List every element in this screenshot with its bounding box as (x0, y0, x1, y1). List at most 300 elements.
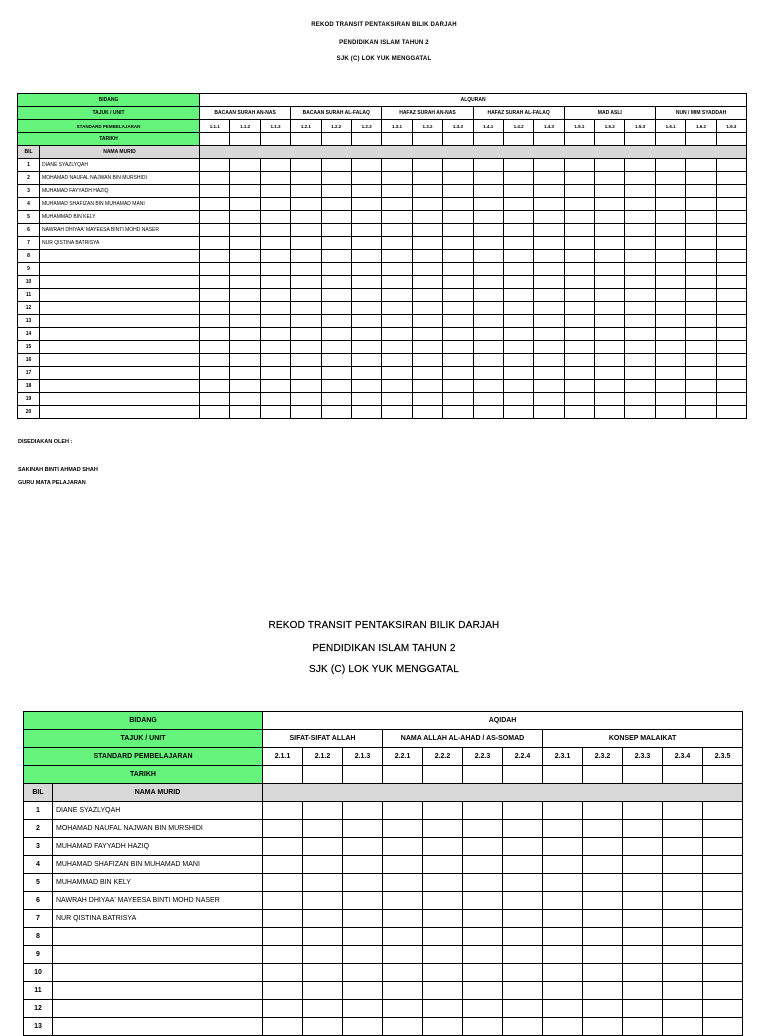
score-cell[interactable] (503, 820, 543, 838)
date-cell[interactable] (583, 766, 623, 784)
score-cell[interactable] (503, 856, 543, 874)
score-cell[interactable] (443, 276, 473, 289)
score-cell[interactable] (412, 406, 442, 419)
score-cell[interactable] (443, 367, 473, 380)
score-cell[interactable] (343, 820, 383, 838)
score-cell[interactable] (260, 289, 290, 302)
score-cell[interactable] (200, 341, 230, 354)
score-cell[interactable] (473, 354, 503, 367)
date-cell[interactable] (716, 133, 747, 146)
score-cell[interactable] (503, 198, 533, 211)
score-cell[interactable] (663, 1018, 703, 1036)
score-cell[interactable] (543, 1018, 583, 1036)
score-cell[interactable] (716, 289, 747, 302)
score-cell[interactable] (200, 354, 230, 367)
score-cell[interactable] (200, 367, 230, 380)
score-cell[interactable] (200, 185, 230, 198)
score-cell[interactable] (351, 263, 381, 276)
score-cell[interactable] (291, 406, 321, 419)
score-cell[interactable] (686, 185, 716, 198)
score-cell[interactable] (564, 328, 594, 341)
score-cell[interactable] (663, 892, 703, 910)
score-cell[interactable] (321, 354, 351, 367)
score-cell[interactable] (663, 982, 703, 1000)
score-cell[interactable] (291, 159, 321, 172)
score-cell[interactable] (263, 946, 303, 964)
score-cell[interactable] (503, 328, 533, 341)
score-cell[interactable] (655, 315, 685, 328)
date-cell[interactable] (503, 766, 543, 784)
score-cell[interactable] (382, 341, 412, 354)
date-cell[interactable] (303, 766, 343, 784)
score-cell[interactable] (200, 263, 230, 276)
score-cell[interactable] (351, 198, 381, 211)
score-cell[interactable] (423, 910, 463, 928)
score-cell[interactable] (303, 928, 343, 946)
score-cell[interactable] (321, 159, 351, 172)
score-cell[interactable] (260, 224, 290, 237)
score-cell[interactable] (625, 250, 655, 263)
score-cell[interactable] (351, 380, 381, 393)
score-cell[interactable] (382, 263, 412, 276)
score-cell[interactable] (382, 211, 412, 224)
score-cell[interactable] (534, 224, 564, 237)
score-cell[interactable] (382, 159, 412, 172)
score-cell[interactable] (303, 946, 343, 964)
score-cell[interactable] (543, 838, 583, 856)
score-cell[interactable] (583, 964, 623, 982)
score-cell[interactable] (473, 263, 503, 276)
score-cell[interactable] (595, 159, 625, 172)
score-cell[interactable] (351, 159, 381, 172)
score-cell[interactable] (291, 380, 321, 393)
score-cell[interactable] (260, 250, 290, 263)
score-cell[interactable] (564, 341, 594, 354)
date-cell[interactable] (503, 133, 533, 146)
score-cell[interactable] (351, 289, 381, 302)
score-cell[interactable] (303, 802, 343, 820)
score-cell[interactable] (595, 198, 625, 211)
score-cell[interactable] (263, 892, 303, 910)
score-cell[interactable] (321, 185, 351, 198)
score-cell[interactable] (463, 820, 503, 838)
score-cell[interactable] (625, 328, 655, 341)
score-cell[interactable] (625, 211, 655, 224)
score-cell[interactable] (443, 289, 473, 302)
score-cell[interactable] (343, 838, 383, 856)
score-cell[interactable] (503, 946, 543, 964)
score-cell[interactable] (412, 341, 442, 354)
score-cell[interactable] (382, 406, 412, 419)
score-cell[interactable] (463, 802, 503, 820)
score-cell[interactable] (663, 874, 703, 892)
score-cell[interactable] (595, 315, 625, 328)
score-cell[interactable] (382, 289, 412, 302)
score-cell[interactable] (230, 315, 260, 328)
date-cell[interactable] (473, 133, 503, 146)
score-cell[interactable] (303, 910, 343, 928)
score-cell[interactable] (321, 302, 351, 315)
score-cell[interactable] (200, 276, 230, 289)
date-cell[interactable] (623, 766, 663, 784)
score-cell[interactable] (686, 159, 716, 172)
score-cell[interactable] (534, 289, 564, 302)
score-cell[interactable] (655, 380, 685, 393)
score-cell[interactable] (625, 393, 655, 406)
score-cell[interactable] (655, 341, 685, 354)
score-cell[interactable] (291, 328, 321, 341)
score-cell[interactable] (686, 315, 716, 328)
score-cell[interactable] (260, 315, 290, 328)
score-cell[interactable] (351, 315, 381, 328)
score-cell[interactable] (291, 367, 321, 380)
score-cell[interactable] (463, 856, 503, 874)
score-cell[interactable] (655, 289, 685, 302)
score-cell[interactable] (463, 982, 503, 1000)
score-cell[interactable] (260, 172, 290, 185)
score-cell[interactable] (343, 946, 383, 964)
score-cell[interactable] (583, 982, 623, 1000)
score-cell[interactable] (263, 1000, 303, 1018)
score-cell[interactable] (564, 237, 594, 250)
score-cell[interactable] (423, 892, 463, 910)
score-cell[interactable] (663, 946, 703, 964)
score-cell[interactable] (260, 393, 290, 406)
date-cell[interactable] (463, 766, 503, 784)
score-cell[interactable] (655, 367, 685, 380)
score-cell[interactable] (503, 874, 543, 892)
score-cell[interactable] (382, 198, 412, 211)
score-cell[interactable] (625, 159, 655, 172)
score-cell[interactable] (564, 159, 594, 172)
score-cell[interactable] (625, 198, 655, 211)
score-cell[interactable] (564, 250, 594, 263)
score-cell[interactable] (473, 159, 503, 172)
score-cell[interactable] (321, 341, 351, 354)
score-cell[interactable] (703, 874, 743, 892)
date-cell[interactable] (343, 766, 383, 784)
score-cell[interactable] (686, 211, 716, 224)
score-cell[interactable] (543, 802, 583, 820)
score-cell[interactable] (543, 856, 583, 874)
score-cell[interactable] (703, 892, 743, 910)
score-cell[interactable] (686, 380, 716, 393)
score-cell[interactable] (623, 964, 663, 982)
score-cell[interactable] (655, 263, 685, 276)
score-cell[interactable] (200, 302, 230, 315)
score-cell[interactable] (321, 289, 351, 302)
score-cell[interactable] (716, 406, 747, 419)
score-cell[interactable] (303, 892, 343, 910)
score-cell[interactable] (623, 856, 663, 874)
score-cell[interactable] (503, 315, 533, 328)
score-cell[interactable] (716, 185, 747, 198)
score-cell[interactable] (382, 367, 412, 380)
score-cell[interactable] (412, 263, 442, 276)
score-cell[interactable] (503, 1018, 543, 1036)
score-cell[interactable] (703, 946, 743, 964)
score-cell[interactable] (716, 159, 747, 172)
score-cell[interactable] (321, 198, 351, 211)
score-cell[interactable] (503, 185, 533, 198)
score-cell[interactable] (423, 964, 463, 982)
score-cell[interactable] (383, 910, 423, 928)
score-cell[interactable] (230, 172, 260, 185)
score-cell[interactable] (595, 276, 625, 289)
score-cell[interactable] (351, 250, 381, 263)
score-cell[interactable] (291, 224, 321, 237)
score-cell[interactable] (473, 341, 503, 354)
score-cell[interactable] (655, 224, 685, 237)
score-cell[interactable] (583, 874, 623, 892)
score-cell[interactable] (321, 237, 351, 250)
score-cell[interactable] (443, 328, 473, 341)
score-cell[interactable] (595, 224, 625, 237)
score-cell[interactable] (534, 354, 564, 367)
score-cell[interactable] (663, 838, 703, 856)
score-cell[interactable] (543, 910, 583, 928)
score-cell[interactable] (321, 393, 351, 406)
score-cell[interactable] (443, 185, 473, 198)
score-cell[interactable] (663, 928, 703, 946)
score-cell[interactable] (443, 237, 473, 250)
score-cell[interactable] (503, 892, 543, 910)
score-cell[interactable] (595, 354, 625, 367)
score-cell[interactable] (716, 211, 747, 224)
score-cell[interactable] (463, 892, 503, 910)
score-cell[interactable] (321, 276, 351, 289)
score-cell[interactable] (260, 263, 290, 276)
score-cell[interactable] (543, 1000, 583, 1018)
score-cell[interactable] (543, 946, 583, 964)
score-cell[interactable] (473, 224, 503, 237)
score-cell[interactable] (534, 159, 564, 172)
score-cell[interactable] (473, 302, 503, 315)
score-cell[interactable] (423, 802, 463, 820)
score-cell[interactable] (351, 224, 381, 237)
score-cell[interactable] (623, 982, 663, 1000)
score-cell[interactable] (473, 328, 503, 341)
score-cell[interactable] (503, 211, 533, 224)
score-cell[interactable] (663, 856, 703, 874)
score-cell[interactable] (260, 406, 290, 419)
score-cell[interactable] (383, 892, 423, 910)
score-cell[interactable] (595, 263, 625, 276)
score-cell[interactable] (383, 946, 423, 964)
score-cell[interactable] (663, 820, 703, 838)
score-cell[interactable] (564, 224, 594, 237)
score-cell[interactable] (463, 910, 503, 928)
score-cell[interactable] (260, 302, 290, 315)
score-cell[interactable] (200, 328, 230, 341)
score-cell[interactable] (291, 393, 321, 406)
score-cell[interactable] (351, 367, 381, 380)
score-cell[interactable] (423, 946, 463, 964)
score-cell[interactable] (260, 367, 290, 380)
score-cell[interactable] (564, 185, 594, 198)
score-cell[interactable] (473, 289, 503, 302)
score-cell[interactable] (291, 172, 321, 185)
score-cell[interactable] (321, 315, 351, 328)
score-cell[interactable] (443, 211, 473, 224)
score-cell[interactable] (230, 367, 260, 380)
score-cell[interactable] (321, 250, 351, 263)
score-cell[interactable] (686, 328, 716, 341)
score-cell[interactable] (383, 820, 423, 838)
score-cell[interactable] (473, 211, 503, 224)
date-cell[interactable] (543, 766, 583, 784)
score-cell[interactable] (291, 198, 321, 211)
score-cell[interactable] (703, 820, 743, 838)
score-cell[interactable] (200, 380, 230, 393)
score-cell[interactable] (291, 211, 321, 224)
score-cell[interactable] (655, 302, 685, 315)
score-cell[interactable] (230, 380, 260, 393)
score-cell[interactable] (595, 185, 625, 198)
score-cell[interactable] (595, 302, 625, 315)
score-cell[interactable] (412, 172, 442, 185)
score-cell[interactable] (473, 406, 503, 419)
score-cell[interactable] (263, 838, 303, 856)
score-cell[interactable] (534, 198, 564, 211)
score-cell[interactable] (291, 315, 321, 328)
score-cell[interactable] (595, 211, 625, 224)
score-cell[interactable] (343, 1000, 383, 1018)
score-cell[interactable] (543, 982, 583, 1000)
score-cell[interactable] (423, 1000, 463, 1018)
score-cell[interactable] (534, 185, 564, 198)
score-cell[interactable] (686, 354, 716, 367)
score-cell[interactable] (351, 354, 381, 367)
score-cell[interactable] (625, 406, 655, 419)
score-cell[interactable] (623, 838, 663, 856)
score-cell[interactable] (473, 198, 503, 211)
score-cell[interactable] (625, 172, 655, 185)
score-cell[interactable] (303, 874, 343, 892)
score-cell[interactable] (260, 354, 290, 367)
score-cell[interactable] (263, 802, 303, 820)
score-cell[interactable] (583, 946, 623, 964)
score-cell[interactable] (351, 341, 381, 354)
score-cell[interactable] (351, 237, 381, 250)
score-cell[interactable] (583, 1000, 623, 1018)
score-cell[interactable] (443, 172, 473, 185)
score-cell[interactable] (534, 237, 564, 250)
date-cell[interactable] (564, 133, 594, 146)
score-cell[interactable] (534, 211, 564, 224)
score-cell[interactable] (716, 328, 747, 341)
score-cell[interactable] (703, 982, 743, 1000)
score-cell[interactable] (382, 354, 412, 367)
score-cell[interactable] (443, 380, 473, 393)
score-cell[interactable] (473, 276, 503, 289)
score-cell[interactable] (595, 367, 625, 380)
score-cell[interactable] (343, 1018, 383, 1036)
score-cell[interactable] (343, 964, 383, 982)
score-cell[interactable] (655, 185, 685, 198)
score-cell[interactable] (351, 302, 381, 315)
score-cell[interactable] (625, 354, 655, 367)
score-cell[interactable] (230, 263, 260, 276)
score-cell[interactable] (321, 172, 351, 185)
score-cell[interactable] (686, 198, 716, 211)
score-cell[interactable] (595, 406, 625, 419)
score-cell[interactable] (534, 328, 564, 341)
score-cell[interactable] (623, 1018, 663, 1036)
score-cell[interactable] (625, 315, 655, 328)
score-cell[interactable] (534, 341, 564, 354)
score-cell[interactable] (383, 1000, 423, 1018)
score-cell[interactable] (595, 380, 625, 393)
score-cell[interactable] (200, 237, 230, 250)
score-cell[interactable] (686, 237, 716, 250)
date-cell[interactable] (703, 766, 743, 784)
score-cell[interactable] (503, 964, 543, 982)
score-cell[interactable] (412, 159, 442, 172)
score-cell[interactable] (663, 1000, 703, 1018)
score-cell[interactable] (382, 237, 412, 250)
score-cell[interactable] (655, 237, 685, 250)
date-cell[interactable] (663, 766, 703, 784)
score-cell[interactable] (503, 276, 533, 289)
score-cell[interactable] (383, 802, 423, 820)
score-cell[interactable] (412, 198, 442, 211)
score-cell[interactable] (412, 354, 442, 367)
score-cell[interactable] (655, 198, 685, 211)
score-cell[interactable] (200, 406, 230, 419)
score-cell[interactable] (564, 172, 594, 185)
score-cell[interactable] (382, 172, 412, 185)
score-cell[interactable] (623, 874, 663, 892)
score-cell[interactable] (716, 237, 747, 250)
score-cell[interactable] (655, 172, 685, 185)
score-cell[interactable] (260, 276, 290, 289)
score-cell[interactable] (564, 211, 594, 224)
score-cell[interactable] (503, 250, 533, 263)
score-cell[interactable] (303, 982, 343, 1000)
score-cell[interactable] (473, 237, 503, 250)
score-cell[interactable] (503, 159, 533, 172)
score-cell[interactable] (423, 874, 463, 892)
score-cell[interactable] (343, 910, 383, 928)
score-cell[interactable] (564, 354, 594, 367)
score-cell[interactable] (703, 928, 743, 946)
score-cell[interactable] (473, 172, 503, 185)
score-cell[interactable] (351, 172, 381, 185)
score-cell[interactable] (263, 964, 303, 982)
score-cell[interactable] (463, 928, 503, 946)
date-cell[interactable] (686, 133, 716, 146)
score-cell[interactable] (703, 838, 743, 856)
score-cell[interactable] (583, 856, 623, 874)
score-cell[interactable] (716, 250, 747, 263)
score-cell[interactable] (564, 276, 594, 289)
score-cell[interactable] (503, 172, 533, 185)
score-cell[interactable] (463, 838, 503, 856)
score-cell[interactable] (503, 802, 543, 820)
score-cell[interactable] (321, 328, 351, 341)
score-cell[interactable] (716, 198, 747, 211)
score-cell[interactable] (230, 276, 260, 289)
score-cell[interactable] (412, 211, 442, 224)
score-cell[interactable] (200, 289, 230, 302)
score-cell[interactable] (230, 289, 260, 302)
score-cell[interactable] (503, 393, 533, 406)
score-cell[interactable] (623, 892, 663, 910)
score-cell[interactable] (463, 964, 503, 982)
score-cell[interactable] (473, 393, 503, 406)
score-cell[interactable] (263, 1018, 303, 1036)
